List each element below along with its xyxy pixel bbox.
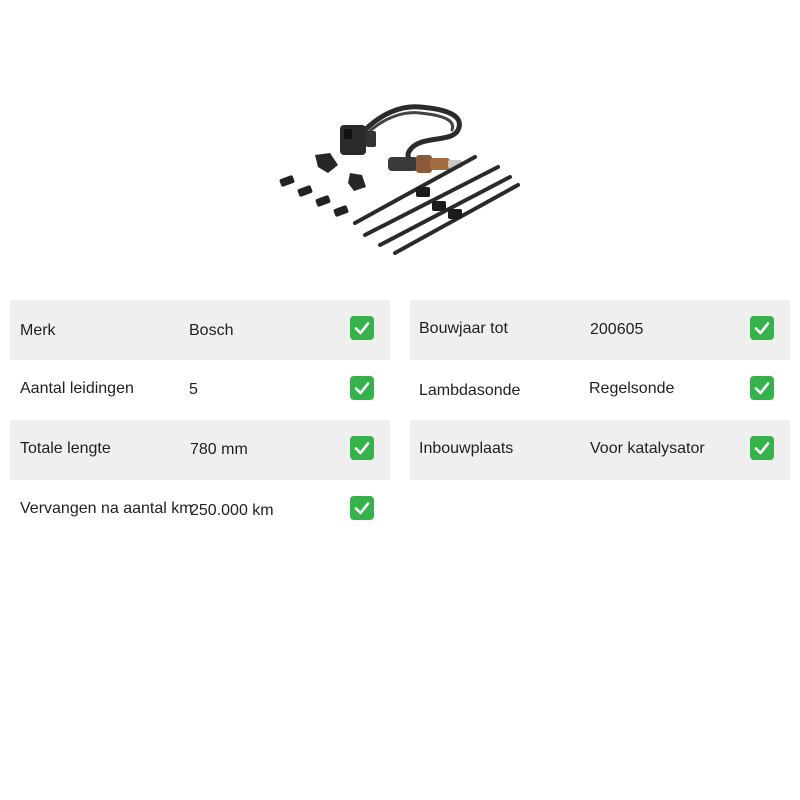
- spec-label: Vervangen na aantal km: [20, 500, 193, 517]
- check-icon: [350, 376, 374, 400]
- check-icon: [750, 436, 774, 460]
- spec-row-bouwjaar-tot: [410, 300, 790, 360]
- spec-row-totale-lengte: [10, 420, 390, 480]
- spec-value: 5: [189, 381, 198, 398]
- spec-value: Regelsonde: [589, 380, 675, 397]
- check-icon: [350, 316, 374, 340]
- spec-label: Bouwjaar tot: [419, 320, 508, 337]
- check-icon: [750, 316, 774, 340]
- spec-label: Aantal leidingen: [20, 380, 134, 397]
- spec-row-merk: [10, 300, 390, 360]
- product-image: [270, 95, 530, 260]
- spec-label: Merk: [20, 322, 56, 339]
- check-icon: [750, 376, 774, 400]
- spec-value: Bosch: [189, 322, 234, 339]
- spec-value: 780 mm: [190, 441, 248, 458]
- spec-table-left: [10, 300, 390, 540]
- spec-row-aantal-leidingen: [10, 360, 390, 420]
- check-icon: [350, 496, 374, 520]
- spec-row-lambdasonde: [410, 360, 790, 420]
- spec-value: 250.000 km: [190, 502, 274, 519]
- spec-label: Inbouwplaats: [419, 440, 514, 457]
- spec-label: Totale lengte: [20, 440, 111, 457]
- spec-value: Voor katalysator: [590, 440, 705, 457]
- spec-table-right: [410, 300, 790, 480]
- spec-row-inbouwplaats: [410, 420, 790, 480]
- spec-value: 200605: [590, 321, 644, 338]
- spec-label: Lambdasonde: [419, 382, 521, 399]
- check-icon: [350, 436, 374, 460]
- spec-row-vervangen-na: [10, 480, 390, 540]
